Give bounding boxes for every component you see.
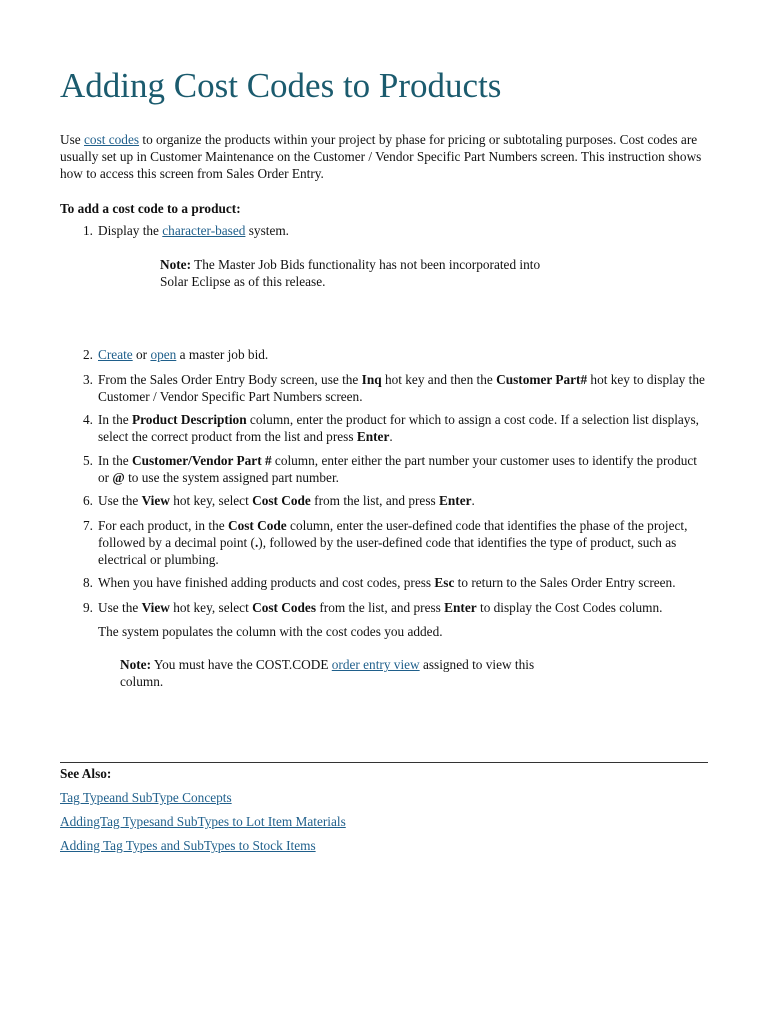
page-title: Adding Cost Codes to Products xyxy=(60,66,502,105)
step-text: Display the xyxy=(98,223,163,238)
step-number: 5. xyxy=(83,453,93,468)
step-text: column, enter either the part number your customer uses to identify the product or xyxy=(98,453,697,485)
intro-text-end: to organize the products within your project by phase for pricing or subtotaling purposes. Cost codes are usually set up in Customer Maintenance on the Customer / Vendor Specific Part Numbers screen. This instruction shows how to access this screen from Sales Order Entry. xyxy=(60,132,702,181)
decimal-point: . xyxy=(254,535,259,550)
step-text: . xyxy=(389,429,393,444)
step-text: In the xyxy=(98,412,132,427)
related-link[interactable]: Adding Tag Types and SubTypes to Stock Items xyxy=(60,838,316,853)
step-number: 3. xyxy=(83,372,93,387)
note-text: The Master Job Bids functionality has not been incorporated into Solar Eclipse as of this release. xyxy=(160,257,541,289)
step-4 xyxy=(80,411,708,445)
step-number: 1. xyxy=(83,223,93,238)
character-based-link[interactable]: character-based xyxy=(162,223,246,238)
related-link-lot-item-materials xyxy=(60,813,346,830)
related-link-tag-type-concepts xyxy=(60,789,232,806)
cost-codes-link[interactable]: cost codes xyxy=(84,132,140,147)
step-9 xyxy=(80,599,708,616)
note-label: Note: xyxy=(160,257,192,272)
step-text: or xyxy=(132,347,151,362)
customer-vendor-part-field: Customer/Vendor Part # xyxy=(131,453,272,468)
step-6 xyxy=(80,492,708,509)
step-text: column, enter the product for which to assign a cost code. If a selection list displays, select the correct product from the list and press xyxy=(98,412,699,444)
note-text: You must have the COST.CODE xyxy=(151,657,332,672)
enter-key: Enter xyxy=(356,429,390,444)
step-text: Use the xyxy=(98,493,142,508)
note-label: Note: xyxy=(120,657,152,672)
step-text: From the Sales Order Entry Body screen, use the xyxy=(98,372,362,387)
step-9-result: The system populates the column with the cost codes you added. xyxy=(98,624,443,639)
step-text: from the list, and press xyxy=(310,493,439,508)
at-symbol: @ xyxy=(112,470,125,485)
inq-hotkey: Inq xyxy=(361,372,382,387)
related-link-stock-items xyxy=(60,837,316,854)
step-3 xyxy=(80,371,708,405)
related-link[interactable]: Tag Typeand SubType Concepts xyxy=(60,790,232,805)
create-link[interactable]: Create xyxy=(98,347,133,362)
step-text: to display the Cost Codes column. xyxy=(476,600,663,615)
intro-paragraph xyxy=(60,131,708,182)
view-hotkey: View xyxy=(141,493,170,508)
open-link[interactable]: open xyxy=(150,347,177,362)
step-7 xyxy=(80,517,708,568)
step-text: hot key and then the xyxy=(381,372,497,387)
see-also-heading: See Also: xyxy=(60,766,112,781)
step-text: hot key, select xyxy=(169,600,253,615)
step-text: system. xyxy=(245,223,290,238)
step-text: column, enter the user-defined code that identifies the phase of the project, followed by a decimal point ( xyxy=(98,518,688,550)
step-number: 8. xyxy=(83,575,93,590)
divider xyxy=(60,762,708,763)
step-text: ), followed by the user-defined code that identifies the type of product, such as electrical or plumbing. xyxy=(98,535,677,567)
cost-codes-option: Cost Codes xyxy=(252,600,317,615)
step-text: a master job bid. xyxy=(176,347,269,362)
step-number: 9. xyxy=(83,600,93,615)
note-order-entry-view xyxy=(120,656,560,690)
related-link[interactable]: AddingTag Typesand SubTypes to Lot Item Materials xyxy=(60,814,346,829)
enter-key: Enter xyxy=(439,493,472,508)
customer-part-hotkey: Customer Part# xyxy=(496,372,588,387)
step-text: For each product, in the xyxy=(98,518,228,533)
step-text: hot key to display the Customer / Vendor Specific Part Numbers screen. xyxy=(98,372,705,404)
view-hotkey: View xyxy=(141,600,170,615)
step-text: Use the xyxy=(98,600,142,615)
step-number: 4. xyxy=(83,412,93,427)
step-8 xyxy=(80,574,708,591)
step-text: to return to the Sales Order Entry screen. xyxy=(454,575,676,590)
esc-key: Esc xyxy=(434,575,455,590)
intro-text-start: Use xyxy=(60,132,85,147)
step-number: 7. xyxy=(83,518,93,533)
step-text: hot key, select xyxy=(169,493,253,508)
procedure-heading: To add a cost code to a product: xyxy=(60,201,241,216)
order-entry-view-link[interactable]: order entry view xyxy=(331,657,420,672)
step-text: In the xyxy=(98,453,132,468)
enter-key: Enter xyxy=(444,600,477,615)
product-description-field: Product Description xyxy=(131,412,247,427)
step-text: When you have finished adding products and cost codes, press xyxy=(98,575,435,590)
step-1 xyxy=(80,222,708,239)
note-master-job-bids xyxy=(160,256,570,290)
cost-code-field: Cost Code xyxy=(227,518,287,533)
step-text: from the list, and press xyxy=(316,600,445,615)
step-text: to use the system assigned part number. xyxy=(124,470,339,485)
step-number: 6. xyxy=(83,493,93,508)
step-2 xyxy=(80,346,708,363)
step-number: 2. xyxy=(83,347,93,362)
cost-code-option: Cost Code xyxy=(252,493,311,508)
step-text: . xyxy=(471,493,475,508)
note-text: assigned to view this column. xyxy=(120,657,535,689)
step-5 xyxy=(80,452,708,486)
